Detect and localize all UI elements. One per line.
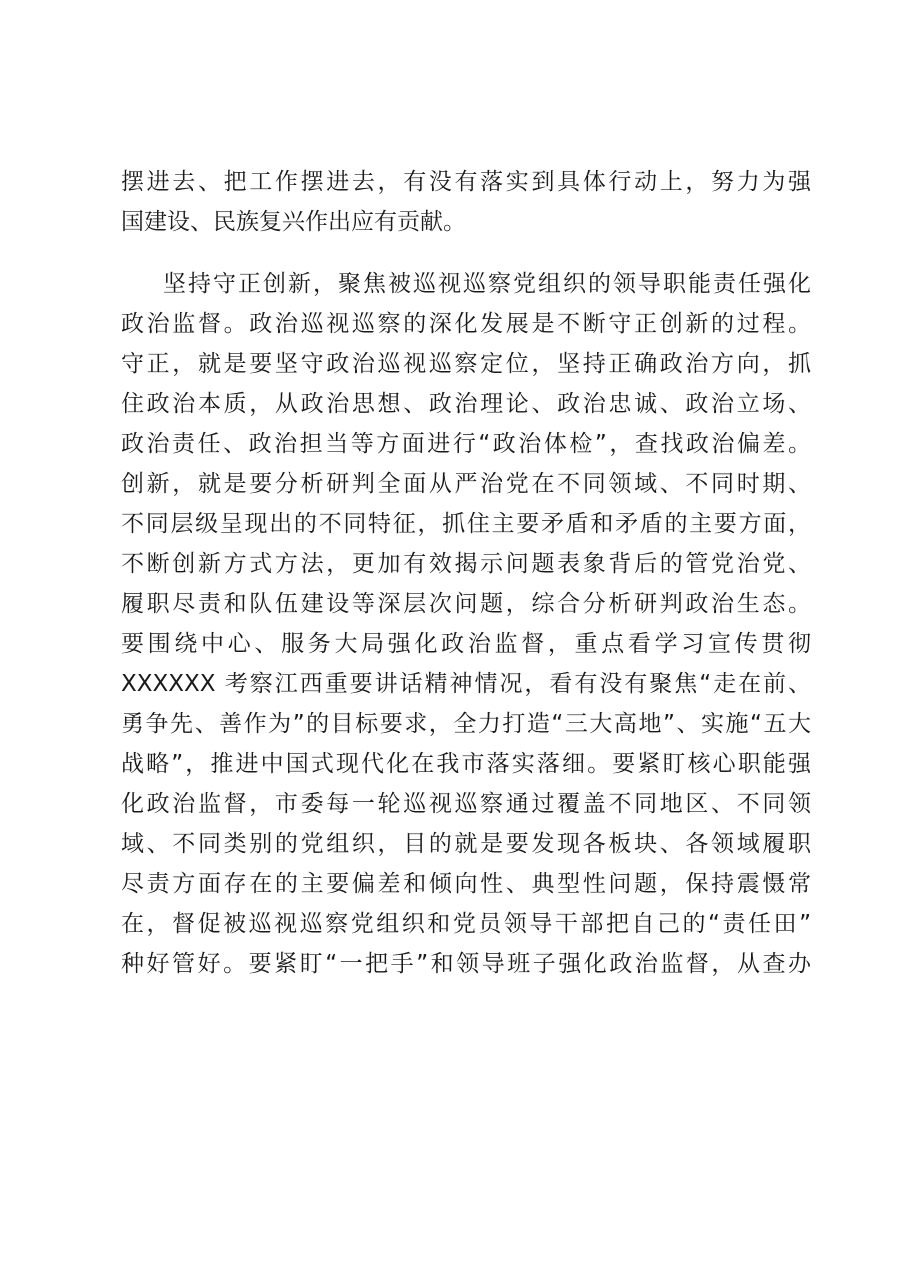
paragraph-line: 尽责方面存在的主要偏差和倾向性、典型性问题，保持震慑常: [121, 871, 811, 897]
paragraph-line: 化政治监督，市委每一轮巡视巡察通过覆盖不同地区、不同领: [121, 791, 811, 817]
paragraph-line: 域、不同类别的党组织，目的就是要发现各板块、各领域履职: [121, 831, 811, 857]
paragraph-line: 住政治本质，从政治思想、政治理论、政治忠诚、政治立场、: [121, 391, 811, 417]
paragraph-line: 要围绕中心、服务大局强化政治监督，重点看学习宣传贯彻: [121, 631, 811, 657]
paragraph-line: 坚持守正创新，聚焦被巡视巡察党组织的领导职能责任强化: [163, 271, 811, 297]
paragraph-line: XXXXXX 考察江西重要讲话精神情况，看有没有聚焦“走在前、: [121, 671, 811, 697]
paragraph-line: 创新，就是要分析研判全面从严治党在不同领域、不同时期、: [121, 471, 811, 497]
paragraph-line: 履职尽责和队伍建设等深层次问题，综合分析研判政治生态。: [121, 591, 811, 617]
paragraph-line: 不断创新方式方法，更加有效揭示问题表象背后的管党治党、: [121, 551, 811, 577]
paragraph-line: 政治责任、政治担当等方面进行“政治体检”，查找政治偏差。: [121, 431, 811, 457]
paragraph-line: 不同层级呈现出的不同特征，抓住主要矛盾和矛盾的主要方面，: [121, 511, 811, 537]
paragraph-continuation: [121, 162, 811, 242]
paragraph-line: 在，督促被巡视巡察党组织和党员领导干部把自己的“责任田”: [121, 911, 811, 937]
paragraph-line: 守正，就是要坚守政治巡视巡察定位，坚持正确政治方向，抓: [121, 351, 811, 377]
paragraph-line: 种好管好。要紧盯“一把手”和领导班子强化政治监督，从查办: [121, 951, 811, 977]
paragraph-main: [121, 264, 811, 984]
paragraph-line: 战略”，推进中国式现代化在我市落实落细。要紧盯核心职能强: [121, 751, 811, 777]
paragraph-line: 国建设、民族复兴作出应有贡献。: [121, 209, 466, 235]
paragraph-line: 勇争先、善作为”的目标要求，全力打造“三大高地”、实施“五大: [121, 711, 811, 737]
paragraph-line: 政治监督。政治巡视巡察的深化发展是不断守正创新的过程。: [121, 311, 811, 337]
paragraph-line: 摆进去、把工作摆进去，有没有落实到具体行动上，努力为强: [121, 169, 811, 195]
